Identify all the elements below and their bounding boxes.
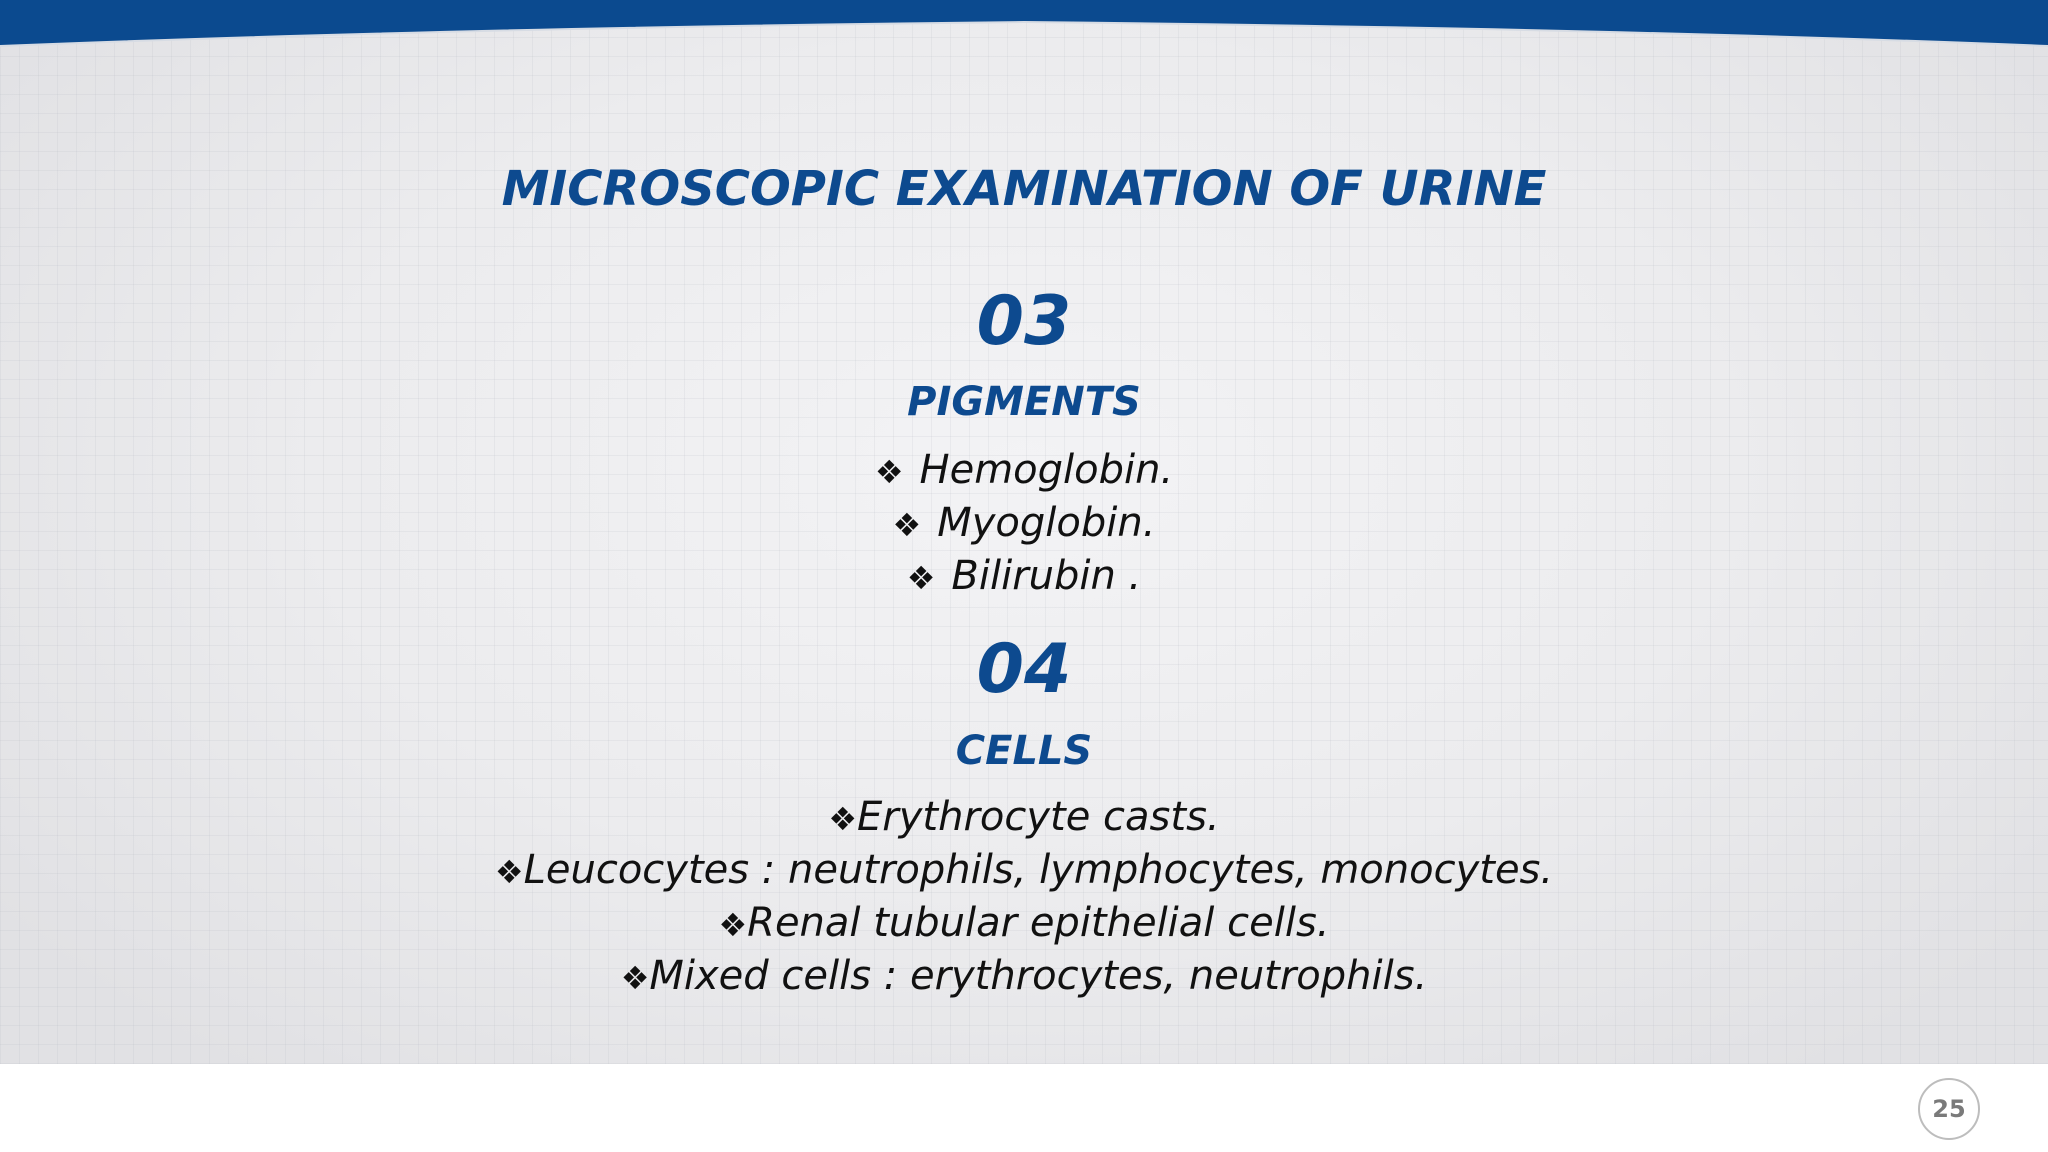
section-number-pigments: 03 — [976, 282, 1072, 361]
list-item-text: Bilirubin . — [951, 553, 1142, 599]
list-item-text: Erythrocyte casts. — [857, 794, 1220, 840]
list-item — [0, 845, 2048, 898]
diamond-bullet-icon: ❖ — [494, 853, 524, 891]
list-item-text: Renal tubular epithelial cells. — [747, 900, 1330, 946]
section-heading-cells: CELLS — [955, 728, 1093, 774]
list-item-text: Hemoglobin. — [919, 447, 1174, 493]
pigments-list — [0, 445, 2048, 604]
section-number-cells: 04 — [976, 630, 1072, 709]
section-heading-pigments: PIGMENTS — [907, 379, 1141, 425]
diamond-bullet-icon: ❖ — [906, 559, 936, 597]
diamond-bullet-icon: ❖ — [620, 959, 650, 997]
page-number-badge: 25 — [1918, 1078, 1980, 1140]
list-item-text: Leucocytes : neutrophils, lymphocytes, monocytes. — [523, 847, 1554, 893]
list-item-text: Mixed cells : erythrocytes, neutrophils. — [649, 953, 1428, 999]
diamond-bullet-icon: ❖ — [718, 906, 748, 944]
diamond-bullet-icon: ❖ — [874, 453, 904, 491]
list-item — [0, 898, 2048, 951]
list-item — [0, 498, 2048, 551]
list-item — [0, 445, 2048, 498]
list-item — [0, 551, 2048, 604]
cells-list — [0, 792, 2048, 1004]
list-item — [0, 951, 2048, 1004]
diamond-bullet-icon: ❖ — [892, 506, 922, 544]
diamond-bullet-icon: ❖ — [828, 800, 858, 838]
list-item — [0, 792, 2048, 845]
slide-title: MICROSCOPIC EXAMINATION OF URINE — [501, 161, 1547, 217]
top-banner — [0, 0, 2048, 50]
list-item-text: Myoglobin. — [937, 500, 1156, 546]
